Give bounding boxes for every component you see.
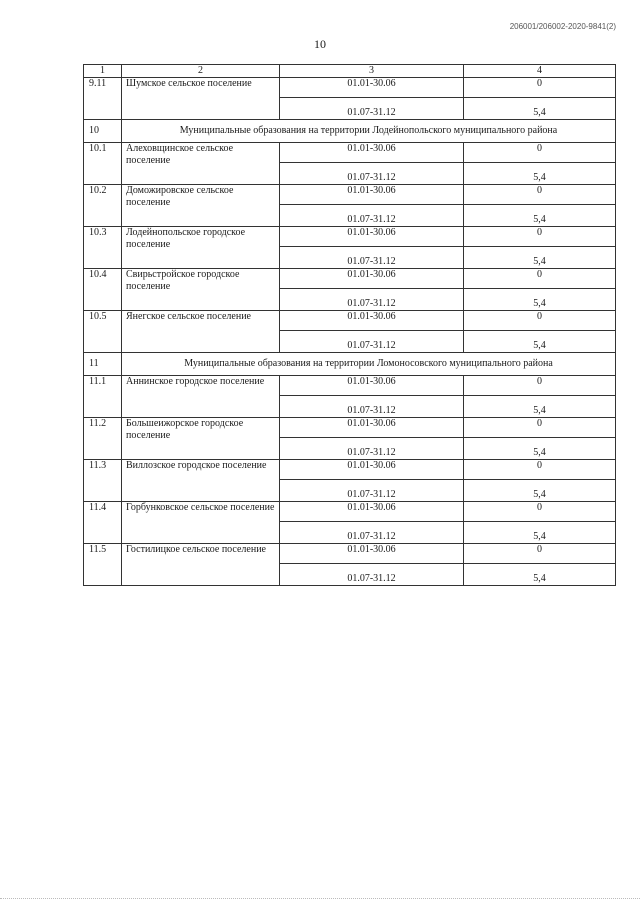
page-number: 10 [314,37,326,51]
table-body [84,65,616,586]
period-second-half: 01.07-31.12 [280,438,464,460]
value-second-half: 5,4 [464,289,616,311]
settlement-name: Свирьстройское городское поселение [122,269,280,311]
value-first-half: 0 [464,544,616,564]
settlement-name: Аннинское городское поселение [122,376,280,418]
row-number: 11.5 [84,544,122,586]
period-first-half: 01.01-30.06 [280,311,464,331]
value-second-half: 5,4 [464,480,616,502]
settlement-name: Шумское сельское поселение [122,78,280,120]
table-row [84,78,616,98]
value-second-half: 5,4 [464,564,616,586]
period-first-half: 01.01-30.06 [280,418,464,438]
table-row [84,185,616,205]
column-header-1: 1 [84,65,122,78]
value-second-half: 5,4 [464,247,616,269]
table-row [84,269,616,289]
row-number: 11.1 [84,376,122,418]
row-number: 10.5 [84,311,122,353]
value-first-half: 0 [464,460,616,480]
period-second-half: 01.07-31.12 [280,289,464,311]
settlement-name: Большеижорское городское поселение [122,418,280,460]
row-number: 10.4 [84,269,122,311]
period-second-half: 01.07-31.12 [280,331,464,353]
period-first-half: 01.01-30.06 [280,78,464,98]
table-header-row [84,65,616,78]
row-number: 11.4 [84,502,122,544]
settlement-name: Доможировское сельское поселение [122,185,280,227]
period-second-half: 01.07-31.12 [280,247,464,269]
period-second-half: 01.07-31.12 [280,163,464,185]
row-number: 10.2 [84,185,122,227]
row-number: 11.3 [84,460,122,502]
value-first-half: 0 [464,376,616,396]
row-number: 9.11 [84,78,122,120]
row-number: 10.1 [84,143,122,185]
section-number: 11 [84,353,122,376]
column-header-3: 3 [280,65,464,78]
period-second-half: 01.07-31.12 [280,98,464,120]
settlement-name: Янегское сельское поселение [122,311,280,353]
value-second-half: 5,4 [464,163,616,185]
period-second-half: 01.07-31.12 [280,480,464,502]
period-second-half: 01.07-31.12 [280,205,464,227]
value-second-half: 5,4 [464,205,616,227]
period-first-half: 01.01-30.06 [280,544,464,564]
settlement-name: Алеховщинское сельское поселение [122,143,280,185]
table-row [84,544,616,564]
value-second-half: 5,4 [464,438,616,460]
period-second-half: 01.07-31.12 [280,564,464,586]
settlement-name: Виллозское городское поселение [122,460,280,502]
table-row [84,460,616,480]
value-first-half: 0 [464,502,616,522]
row-number: 10.3 [84,227,122,269]
section-number: 10 [84,120,122,143]
period-second-half: 01.07-31.12 [280,522,464,544]
settlement-name: Горбунковское сельское поселение [122,502,280,544]
section-row [84,120,616,143]
value-first-half: 0 [464,143,616,163]
table-row [84,143,616,163]
value-first-half: 0 [464,311,616,331]
table-row [84,502,616,522]
table-row [84,418,616,438]
period-first-half: 01.01-30.06 [280,502,464,522]
value-second-half: 5,4 [464,522,616,544]
value-first-half: 0 [464,227,616,247]
period-first-half: 01.01-30.06 [280,143,464,163]
period-first-half: 01.01-30.06 [280,269,464,289]
period-first-half: 01.01-30.06 [280,185,464,205]
column-header-2: 2 [122,65,280,78]
settlement-name: Гостилицкое сельское поселение [122,544,280,586]
document-number: 206001/206002-2020-9841(2) [509,22,616,31]
period-first-half: 01.01-30.06 [280,376,464,396]
period-second-half: 01.07-31.12 [280,396,464,418]
section-row [84,353,616,376]
value-second-half: 5,4 [464,331,616,353]
table-row [84,376,616,396]
value-second-half: 5,4 [464,98,616,120]
scan-edge-line [0,898,640,901]
period-first-half: 01.01-30.06 [280,227,464,247]
column-header-4: 4 [464,65,616,78]
value-first-half: 0 [464,78,616,98]
tariff-table [83,64,616,586]
value-first-half: 0 [464,185,616,205]
section-title: Муниципальные образования на территории Лодейнопольского муниципального района [122,120,616,143]
value-second-half: 5,4 [464,396,616,418]
row-number: 11.2 [84,418,122,460]
value-first-half: 0 [464,269,616,289]
table-row [84,311,616,331]
section-title: Муниципальные образования на территории Ломоносовского муниципального района [122,353,616,376]
settlement-name: Лодейнопольское городское поселение [122,227,280,269]
value-first-half: 0 [464,418,616,438]
table-row [84,227,616,247]
period-first-half: 01.01-30.06 [280,460,464,480]
